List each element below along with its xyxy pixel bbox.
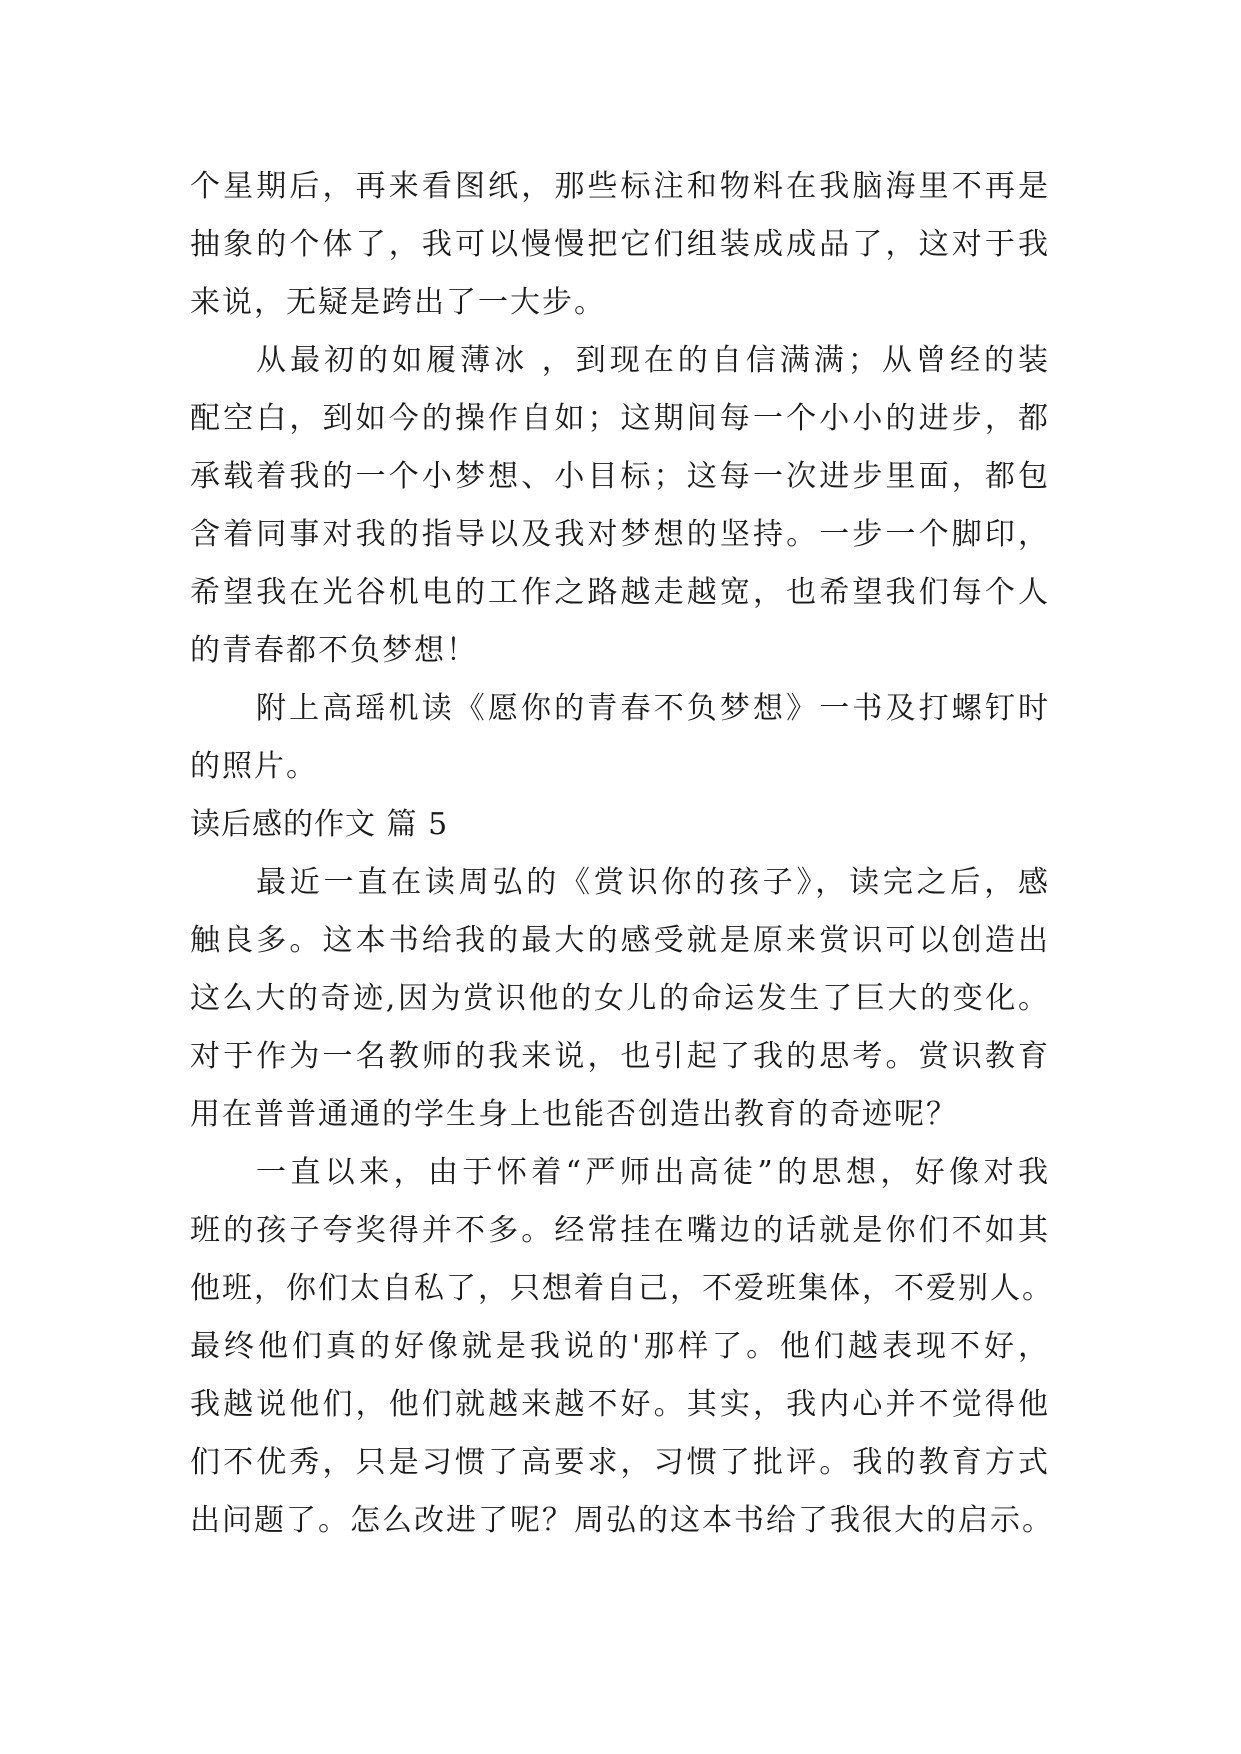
text-line: 出问题了。怎么改进了呢？周弘的这本书给了我很大的启示。 xyxy=(190,1503,1054,1538)
text-line: 这么大的奇迹,因为赏识他的女儿的命运发生了巨大的变化。 xyxy=(190,981,1050,1016)
paragraph-start-line: 一直以来，由于怀着“严师出高徒”的思想，好像对我 xyxy=(256,1155,1050,1190)
text-line: 们不优秀，只是习惯了高要求，习惯了批评。我的教育方式 xyxy=(190,1445,1050,1480)
text-line: 承载着我的一个小梦想、小目标；这每一次进步里面，都包 xyxy=(190,459,1050,494)
text-line: 他班，你们太自私了，只想着自己，不爱班集体，不爱别人。 xyxy=(190,1271,1054,1306)
section-heading: 读后感的作文 篇 5 xyxy=(190,807,449,842)
text-line: 的青春都不负梦想！ xyxy=(190,633,478,668)
text-line: 我越说他们，他们就越来越不好。其实，我内心并不觉得他 xyxy=(190,1387,1050,1422)
paragraph-start-line: 从最初的如履薄冰 ，到现在的自信满满；从曾经的装 xyxy=(256,343,1050,378)
text-line: 配空白，到如今的操作自如；这期间每一个小小的进步，都 xyxy=(190,401,1050,436)
text-line: 希望我在光谷机电的工作之路越走越宽，也希望我们每个人 xyxy=(190,575,1050,610)
text-line: 含着同事对我的指导以及我对梦想的坚持。一步一个脚印， xyxy=(190,517,1050,552)
text-line: 抽象的个体了，我可以慢慢把它们组装成成品了，这对于我 xyxy=(190,227,1050,262)
text-line: 个星期后，再来看图纸，那些标注和物料在我脑海里不再是 xyxy=(190,169,1050,204)
text-line: 来说，无疑是跨出了一大步。 xyxy=(190,285,606,320)
paragraph-start-line: 附上高瑶机读《愿你的青春不负梦想》一书及打螺钉时 xyxy=(256,691,1050,726)
text-line: 最终他们真的好像就是我说的'那样了。他们越表现不好， xyxy=(190,1329,1050,1364)
document-body xyxy=(190,158,1054,1550)
text-line: 用在普普通通的学生身上也能否创造出教育的奇迹呢？ xyxy=(190,1097,958,1132)
text-line: 触良多。这本书给我的最大的感受就是原来赏识可以创造出 xyxy=(190,923,1050,958)
text-line: 对于作为一名教师的我来说，也引起了我的思考。赏识教育 xyxy=(190,1039,1050,1074)
text-line: 班的孩子夸奖得并不多。经常挂在嘴边的话就是你们不如其 xyxy=(190,1213,1050,1248)
text-line: 的照片。 xyxy=(190,749,318,784)
paragraph-start-line: 最近一直在读周弘的《赏识你的孩子》，读完之后，感 xyxy=(256,865,1050,900)
